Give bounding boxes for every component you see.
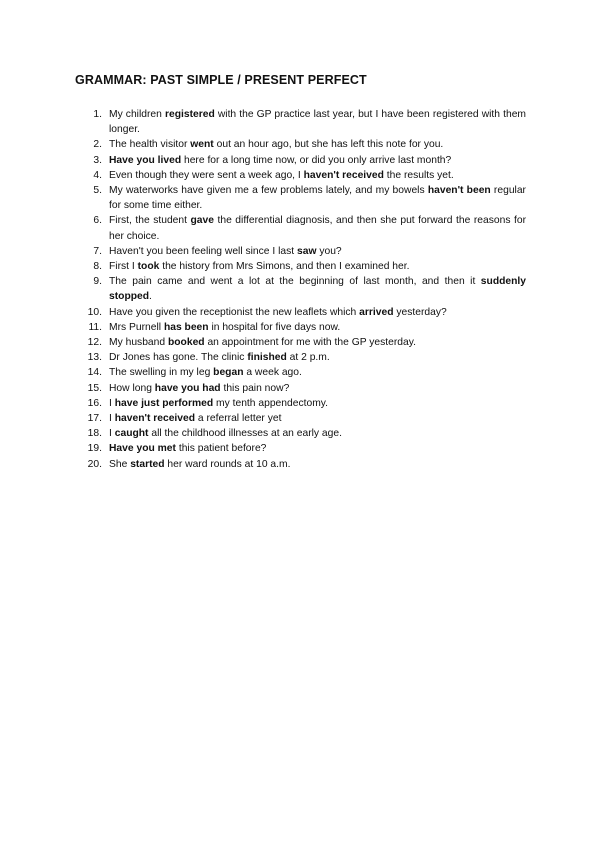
- item-number: 16.: [87, 397, 102, 409]
- item-number: 9.: [93, 276, 102, 288]
- list-item: [80, 441, 526, 456]
- sentence-text: The swelling in my leg: [109, 367, 214, 379]
- item-number: 8.: [93, 261, 102, 273]
- item-number: 6.: [93, 215, 102, 227]
- list-item: [80, 365, 526, 380]
- sentence-text: at 2 p.m.: [286, 352, 330, 364]
- sentence-text: Dr Jones has gone. The clinic: [109, 352, 248, 364]
- sentence-text: My children: [109, 109, 165, 120]
- sentence-text: all the childhood illnesses at an early age.: [148, 428, 342, 440]
- exercise-list: [80, 107, 526, 472]
- item-number: 2.: [93, 139, 102, 151]
- list-item: [80, 320, 526, 335]
- item-number: 3.: [93, 154, 102, 166]
- sentence-text: I: [109, 428, 115, 440]
- sentence-text: an appointment for me with the GP yesterday.: [204, 337, 416, 349]
- sentence-text: Have you given the receptionist the new leaflets which: [109, 306, 360, 318]
- highlighted-verb: Have you met: [109, 443, 176, 455]
- sentence-text: the results yet.: [383, 169, 454, 181]
- sentence-text: with the GP practice last year, but I have been registered with them longer.: [109, 109, 526, 136]
- list-item: [80, 183, 526, 213]
- sentence-text: The pain came and went a lot at the beginning of last month, and then it: [109, 276, 481, 288]
- sentence-text: The health visitor: [109, 139, 191, 151]
- sentence-text: in hospital for five days now.: [208, 321, 341, 333]
- sentence-text: you?: [316, 245, 342, 257]
- item-number: 12.: [87, 337, 102, 349]
- item-number: 13.: [87, 352, 102, 364]
- item-number: 19.: [87, 443, 102, 455]
- highlighted-verb: has been: [163, 321, 209, 333]
- list-item: [80, 305, 526, 320]
- sentence-text: a week ago.: [243, 367, 302, 379]
- sentence-text: Mrs Purnell: [109, 321, 164, 333]
- item-number: 10.: [87, 306, 102, 318]
- list-item: [80, 244, 526, 259]
- sentence-text: this pain now?: [220, 382, 290, 394]
- list-item: [80, 213, 526, 243]
- highlighted-verb: haven't received: [114, 413, 196, 425]
- list-item: [80, 396, 526, 411]
- sentence-text: here for a long time now, or did you only arrive last month?: [181, 154, 452, 166]
- item-number: 4.: [93, 169, 102, 181]
- item-number: 1.: [93, 109, 102, 120]
- highlighted-verb: went: [190, 139, 214, 151]
- highlighted-verb: booked: [167, 337, 205, 349]
- sentence-text: Haven't you been feeling well since I last: [109, 245, 297, 257]
- list-item: [80, 259, 526, 274]
- item-number: 7.: [93, 245, 102, 257]
- list-item: [80, 426, 526, 441]
- item-number: 20.: [87, 458, 102, 470]
- item-number: 15.: [87, 382, 102, 394]
- sentence-text: I: [109, 397, 115, 409]
- highlighted-verb: registered: [164, 109, 215, 120]
- list-item: [80, 137, 526, 152]
- highlighted-verb: took: [137, 261, 160, 273]
- highlighted-verb: started: [130, 458, 165, 470]
- item-number: 18.: [87, 428, 102, 440]
- sentence-text: my tenth appendectomy.: [213, 397, 329, 409]
- highlighted-verb: caught: [114, 428, 149, 440]
- list-item: [80, 335, 526, 350]
- sentence-text: this patient before?: [175, 443, 267, 455]
- list-item: [80, 381, 526, 396]
- page-title: GRAMMAR: PAST SIMPLE / PRESENT PERFECT: [75, 73, 367, 87]
- sentence-text: First I: [109, 261, 138, 273]
- sentence-text: How long: [109, 382, 155, 394]
- highlighted-verb: gave: [190, 215, 214, 227]
- item-number: 14.: [87, 367, 102, 379]
- sentence-text: I: [109, 413, 115, 425]
- sentence-text: the history from Mrs Simons, and then I examined her.: [159, 261, 410, 273]
- highlighted-verb: Have you lived: [109, 154, 182, 166]
- list-item: [80, 274, 526, 304]
- sentence-text: yesterday?: [393, 306, 447, 318]
- sentence-text: her ward rounds at 10 a.m.: [164, 458, 291, 470]
- sentence-text: My husband: [109, 337, 168, 349]
- highlighted-verb: haven't received: [303, 169, 384, 181]
- sentence-text: out an hour ago, but she has left this note for you.: [213, 139, 444, 151]
- sentence-text: regular for some time either.: [109, 185, 526, 212]
- list-item: [80, 168, 526, 183]
- sentence-text: She: [109, 458, 131, 470]
- highlighted-verb: have you had: [154, 382, 221, 394]
- sentence-text: the differential diagnosis, and then she put forward the reasons for her choice.: [109, 215, 526, 242]
- highlighted-verb: suddenly stopped: [109, 276, 526, 303]
- highlighted-verb: haven't been: [427, 185, 491, 197]
- sentence-text: My waterworks have given me a few problems lately, and my bowels: [109, 185, 428, 197]
- sentence-text: .: [149, 291, 152, 303]
- list-item: [80, 457, 526, 472]
- highlighted-verb: have just performed: [114, 397, 214, 409]
- highlighted-verb: began: [213, 367, 244, 379]
- item-number: 11.: [88, 321, 102, 333]
- highlighted-verb: arrived: [359, 306, 394, 318]
- item-number: 17.: [87, 413, 102, 425]
- sentence-text: First, the student: [109, 215, 191, 227]
- list-item: [80, 411, 526, 426]
- highlighted-verb: finished: [247, 352, 287, 364]
- highlighted-verb: saw: [297, 245, 317, 257]
- sentence-text: a referral letter yet: [195, 413, 282, 425]
- item-number: 5.: [93, 185, 102, 197]
- list-item: [80, 350, 526, 365]
- sentence-text: Even though they were sent a week ago, I: [109, 169, 304, 181]
- list-item: [80, 107, 526, 137]
- list-item: [80, 153, 526, 168]
